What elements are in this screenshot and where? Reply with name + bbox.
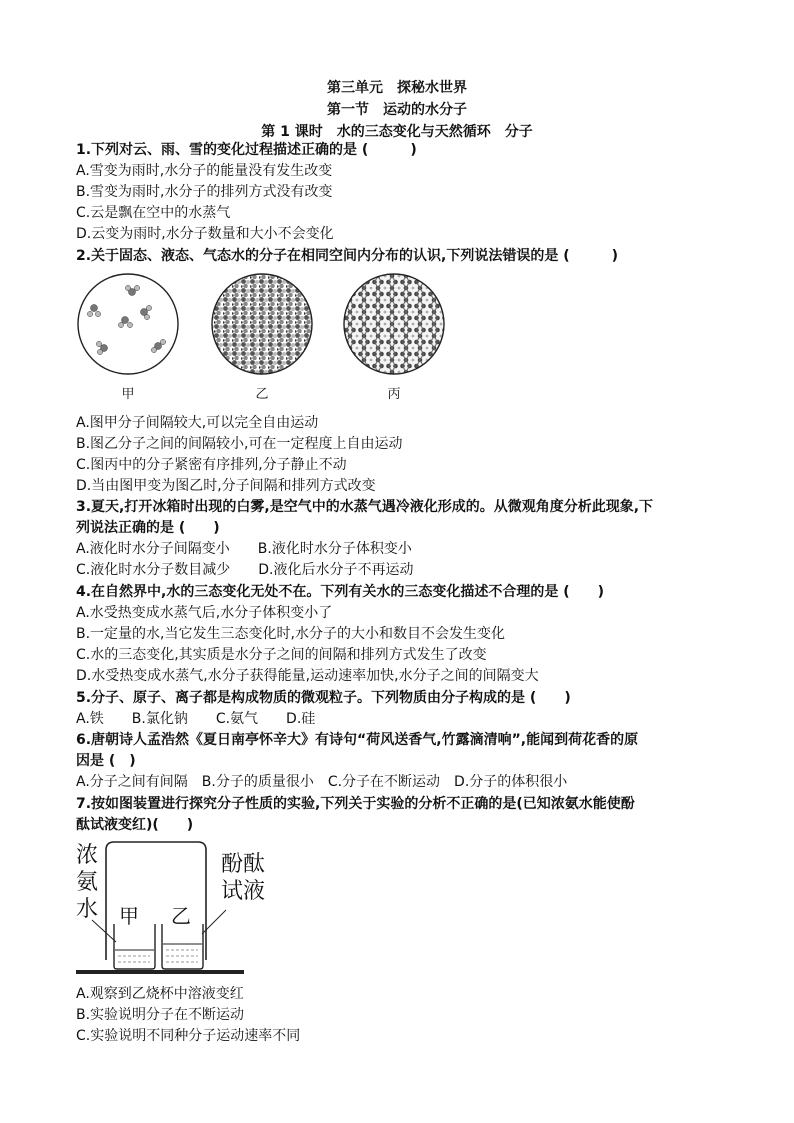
- solid-state-circle: [342, 272, 446, 376]
- question-4-option-d: D.水受热变成水蒸气,水分子获得能量,运动速率加快,水分子之间的间隔变大: [76, 668, 539, 684]
- question-6-stem-line1: 6.唐朝诗人孟浩然《夏日南亭怀辛大》有诗句“荷风送香气,竹露滴清响”,能闻到荷花香的原: [76, 732, 639, 748]
- label-ammonia: 浓 氨 水: [76, 843, 99, 922]
- question-3-stem-line1: 3.夏天,打开冰箱时出现的白雾,是空气中的水蒸气遇冷液化形成的。从微观角度分析此现象,下: [76, 499, 654, 515]
- question-5-stem: 5.分子、原子、离子都是构成物质的微观粒子。下列物质由分子构成的是 ( ): [76, 690, 571, 706]
- question-2-stem: 2.关于固态、液态、气态水的分子在相同空间内分布的认识,下列说法错误的是 ( ): [76, 248, 619, 264]
- beaker-jia: [114, 924, 155, 969]
- question-2-option-c: C.图丙中的分子紧密有序排列,分子静止不动: [76, 457, 347, 473]
- label-test-solution: 试液: [221, 879, 266, 904]
- question-4-stem: 4.在自然界中,水的三态变化无处不在。下列有关水的三态变化描述不合理的是 ( ): [76, 584, 605, 600]
- question-1-option-c: C.云是飘在空中的水蒸气: [76, 205, 231, 221]
- label-jia: 甲: [119, 904, 139, 928]
- unit-title: 第三单元 探秘水世界: [327, 80, 467, 96]
- question-4-option-a: A.水受热变成水蒸气后,水分子体积变小了: [76, 605, 333, 621]
- caption-yi: 乙: [255, 387, 269, 402]
- liquid-state-circle: [210, 272, 314, 376]
- label-phenolphthalein: 酚酞: [221, 852, 266, 877]
- caption-bing: 丙: [387, 387, 401, 402]
- question-2-option-a: A.图甲分子间隔较大,可以完全自由运动: [76, 415, 319, 431]
- question-3-options-row2: C.液化时水分子数目减少 D.液化后水分子不再运动: [76, 562, 414, 578]
- beaker-yi: [162, 924, 203, 969]
- label-yi: 乙: [171, 904, 191, 928]
- question-7-stem-line2: 酞试液变红)( ): [76, 817, 194, 833]
- gas-state-circle: [78, 274, 178, 374]
- question-3-options-row1: A.液化时水分子间隔变小 B.液化时水分子体积变小: [76, 541, 412, 557]
- caption-jia: 甲: [121, 387, 135, 402]
- question-3-stem-line2: 列说法正确的是 ( ): [76, 520, 220, 536]
- lesson-title: 第 1 课时 水的三态变化与天然循环 分子: [261, 124, 533, 140]
- question-1-option-d: D.云变为雨时,水分子数量和大小不会变化: [76, 226, 334, 242]
- section-title: 第一节 运动的水分子: [327, 102, 467, 118]
- question-5-options: A.铁 B.氯化钠 C.氨气 D.硅: [76, 711, 316, 727]
- question-7-option-c: C.实验说明不同种分子运动速率不同: [76, 1028, 301, 1044]
- question-7-option-a: A.观察到乙烧杯中溶液变红: [76, 986, 244, 1002]
- question-1-stem: 1.下列对云、雨、雪的变化过程描述正确的是 ( ): [76, 142, 417, 158]
- question-7-option-b: B.实验说明分子在不断运动: [76, 1007, 245, 1023]
- question-1-option-a: A.雪变为雨时,水分子的能量没有发生改变: [76, 163, 333, 179]
- question-2-option-b: B.图乙分子之间的间隔较小,可在一定程度上自由运动: [76, 436, 403, 452]
- question-7-stem-line1: 7.按如图装置进行探究分子性质的实验,下列关于实验的分析不正确的是(已知浓氨水能使酚: [76, 796, 635, 812]
- question-6-options: A.分子之间有间隔 B.分子的质量很小 C.分子在不断运动 D.分子的体积很小: [76, 774, 568, 790]
- question-4-option-c: C.水的三态变化,其实质是水分子之间的间隔和排列方式发生了改变: [76, 647, 487, 663]
- question-6-stem-line2: 因是 ( ): [76, 753, 136, 769]
- question-4-option-b: B.一定量的水,当它发生三态变化时,水分子的大小和数目不会发生变化: [76, 626, 505, 642]
- question-1-option-b: B.雪变为雨时,水分子的排列方式没有改变: [76, 184, 333, 200]
- question-2-option-d: D.当由图甲变为图乙时,分子间隔和排列方式改变: [76, 478, 376, 494]
- base-plate: [76, 970, 244, 974]
